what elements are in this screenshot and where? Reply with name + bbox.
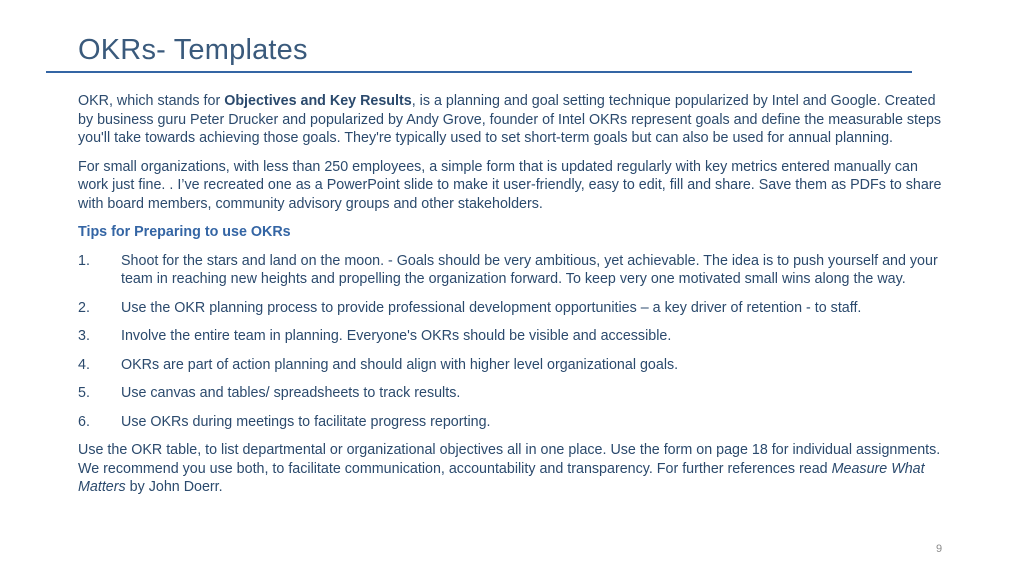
list-item xyxy=(78,384,948,403)
list-item-number: 1. xyxy=(78,252,90,269)
intro-paragraph xyxy=(78,92,948,148)
intro-text-post: , is a planning and goal setting technique popularized by Intel and Google. Created by business guru Peter Drucker and popularized by Andy Grove, founder of Intel OKRs represent goals and define the measurable steps you'll take towards achieving those goals. They're typically used to set short-term goals but can also be used for annual planning. xyxy=(78,93,942,146)
book-title: Measure What Matters xyxy=(78,460,925,495)
list-item-text: Use the OKR planning process to provide professional development opportunities – a key driver of retention - to staff. xyxy=(121,299,862,316)
intro-text-pre: OKR, which stands for xyxy=(78,93,225,109)
list-item xyxy=(78,327,948,346)
intro-text-bold: Objectives and Key Results xyxy=(224,93,412,109)
title-divider xyxy=(46,71,912,73)
closing-text-pre: Use the OKR table, to list departmental or organizational objectives all in one place. Use the form on page 18 for individual assignments. We recommend you use both, to facilitate communication, accountability and transparency. For further references read xyxy=(78,442,941,477)
small-orgs-paragraph: For small organizations, with less than 250 employees, a simple form that is updated regularly with key metrics entered manually can work just fine. . I’ve recreated one as a PowerPoint slide to make it user-friendly, easy to edit, fill and share. Save them as PDFs to share with board members, community advisory groups and other stakeholders. xyxy=(78,158,942,212)
tips-heading: Tips for Preparing to use OKRs xyxy=(78,224,291,240)
slide-title: OKRs- Templates xyxy=(78,34,308,66)
slide-body xyxy=(78,92,948,507)
list-item-number: 2. xyxy=(78,299,90,316)
list-item-text: Shoot for the stars and land on the moon. - Goals should be very ambitious, yet achievable. The idea is to push yourself and your team in reaching new heights and propelling the organization forward. To keep very one motivated small wins along the way. xyxy=(121,252,938,287)
list-item-text: OKRs are part of action planning and should align with higher level organizational goals. xyxy=(121,356,679,373)
list-item-number: 5. xyxy=(78,385,90,401)
list-item-number: 6. xyxy=(78,413,90,430)
list-item xyxy=(78,356,948,375)
list-item xyxy=(78,299,948,318)
closing-paragraph xyxy=(78,441,948,497)
tips-list xyxy=(78,252,948,432)
page-number: 9 xyxy=(936,543,943,555)
closing-text-post: by John Doerr. xyxy=(125,479,223,495)
list-item-text: Involve the entire team in planning. Everyone's OKRs should be visible and accessible. xyxy=(121,328,672,344)
list-item xyxy=(78,252,948,289)
list-item-text: Use canvas and tables/ spreadsheets to track results. xyxy=(121,385,461,401)
list-item-number: 4. xyxy=(78,356,90,373)
list-item xyxy=(78,413,948,432)
list-item-text: Use OKRs during meetings to facilitate progress reporting. xyxy=(121,413,491,430)
list-item-number: 3. xyxy=(78,328,90,344)
